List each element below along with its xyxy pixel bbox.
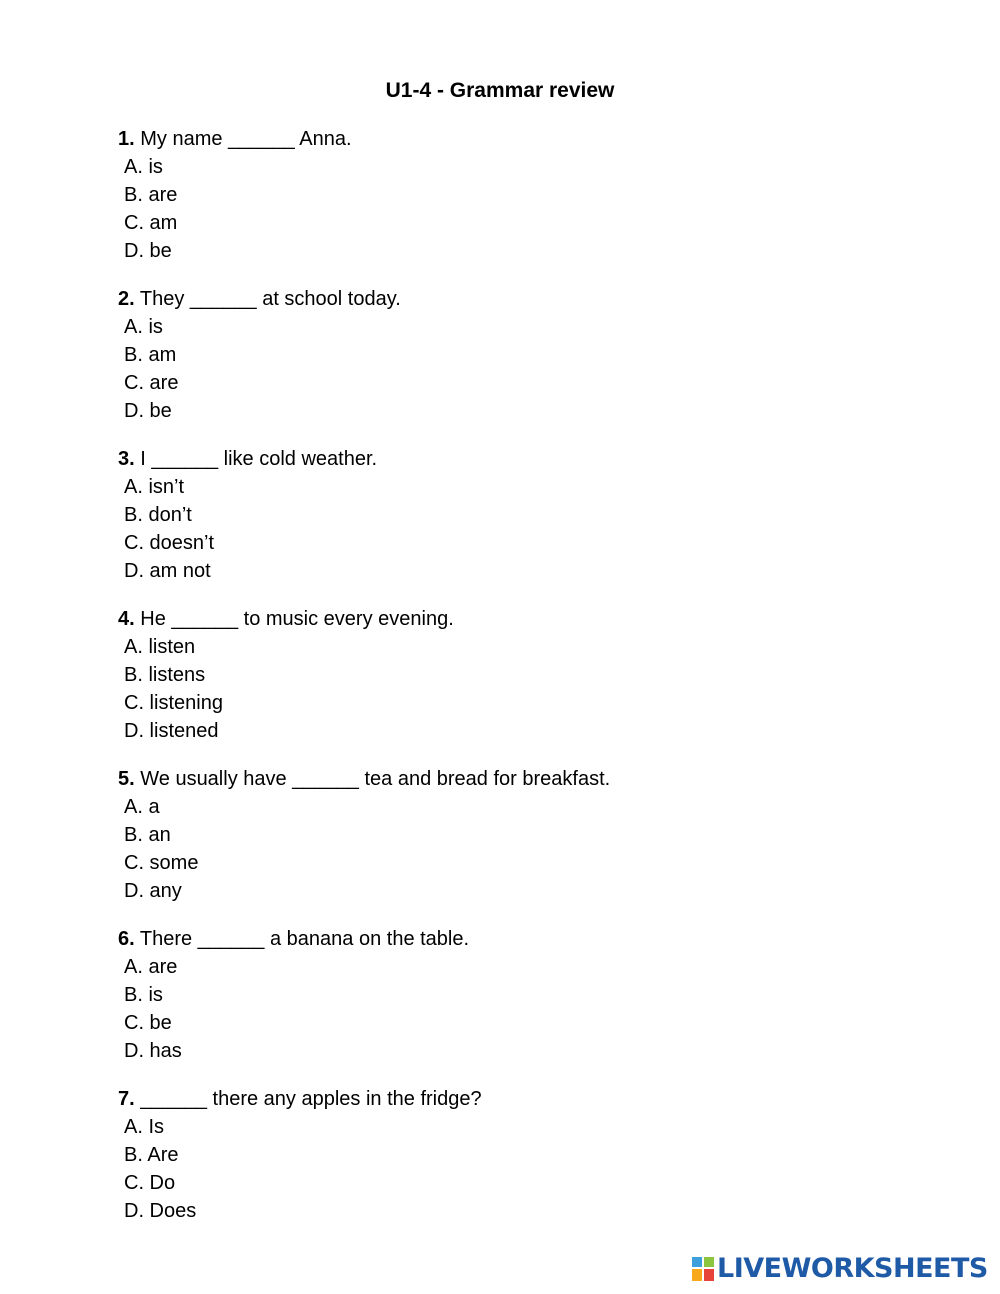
question-2-text: They ______ at school today. bbox=[134, 288, 401, 310]
question-1 bbox=[118, 125, 878, 285]
question-7-number: 7. bbox=[118, 1088, 135, 1110]
question-3-stem bbox=[118, 445, 878, 473]
question-2-option-c[interactable]: C. are bbox=[124, 372, 179, 394]
question-6-stem bbox=[118, 925, 878, 953]
question-6-option-b[interactable]: B. is bbox=[124, 984, 163, 1006]
question-4-text: He ______ to music every evening. bbox=[134, 608, 454, 630]
question-4 bbox=[118, 605, 878, 765]
question-3-option-d[interactable]: D. am not bbox=[124, 560, 211, 582]
logo-text: LIVEWORKSHEETS bbox=[717, 1253, 988, 1284]
question-1-stem bbox=[118, 125, 878, 153]
question-2 bbox=[118, 285, 878, 445]
question-3-option-b[interactable]: B. don’t bbox=[124, 504, 192, 526]
question-4-option-a[interactable]: A. listen bbox=[124, 636, 196, 658]
page-title: U1-4 - Grammar review bbox=[385, 79, 615, 102]
question-5 bbox=[118, 765, 878, 925]
question-6-option-a[interactable]: A. are bbox=[124, 956, 178, 978]
question-2-option-b[interactable]: B. am bbox=[124, 344, 177, 366]
question-3-number: 3. bbox=[118, 448, 135, 470]
question-5-option-a[interactable]: A. a bbox=[124, 796, 160, 818]
question-6-number: 6. bbox=[118, 928, 135, 950]
question-2-number: 2. bbox=[118, 288, 135, 310]
question-6-option-d[interactable]: D. has bbox=[124, 1040, 182, 1062]
question-1-text: My name ______ Anna. bbox=[134, 128, 352, 150]
question-2-option-d[interactable]: D. be bbox=[124, 400, 172, 422]
question-5-text: We usually have ______ tea and bread for breakfast. bbox=[134, 768, 611, 790]
question-7-stem bbox=[118, 1085, 878, 1113]
question-2-stem bbox=[118, 285, 878, 313]
question-2-option-a[interactable]: A. is bbox=[124, 316, 163, 338]
question-1-number: 1. bbox=[118, 128, 135, 150]
question-6 bbox=[118, 925, 878, 1085]
question-4-option-c[interactable]: C. listening bbox=[124, 692, 223, 714]
question-5-option-d[interactable]: D. any bbox=[124, 880, 182, 902]
question-5-option-c[interactable]: C. some bbox=[124, 852, 199, 874]
question-5-stem bbox=[118, 765, 878, 793]
question-3-text: I ______ like cold weather. bbox=[134, 448, 378, 470]
liveworksheets-logo bbox=[692, 1253, 988, 1285]
question-4-option-b[interactable]: B. listens bbox=[124, 664, 206, 686]
question-list bbox=[118, 125, 878, 1245]
question-7 bbox=[118, 1085, 878, 1245]
question-4-option-d[interactable]: D. listened bbox=[124, 720, 219, 742]
question-5-option-b[interactable]: B. an bbox=[124, 824, 171, 846]
question-4-stem bbox=[118, 605, 878, 633]
question-1-option-d[interactable]: D. be bbox=[124, 240, 172, 262]
question-7-option-d[interactable]: D. Does bbox=[124, 1200, 197, 1222]
liveworksheets-logo-icon bbox=[692, 1257, 714, 1281]
question-4-number: 4. bbox=[118, 608, 135, 630]
question-1-option-c[interactable]: C. am bbox=[124, 212, 178, 234]
question-1-option-b[interactable]: B. are bbox=[124, 184, 178, 206]
question-7-option-b[interactable]: B. Are bbox=[124, 1144, 179, 1166]
question-3-option-a[interactable]: A. isn’t bbox=[124, 476, 185, 498]
question-6-option-c[interactable]: C. be bbox=[124, 1012, 172, 1034]
question-7-text: ______ there any apples in the fridge? bbox=[134, 1088, 482, 1110]
question-3-option-c[interactable]: C. doesn’t bbox=[124, 532, 215, 554]
question-7-option-c[interactable]: C. Do bbox=[124, 1172, 176, 1194]
question-3 bbox=[118, 445, 878, 605]
question-6-text: There ______ a banana on the table. bbox=[134, 928, 470, 950]
question-7-option-a[interactable]: A. Is bbox=[124, 1116, 165, 1138]
question-1-option-a[interactable]: A. is bbox=[124, 156, 163, 178]
question-5-number: 5. bbox=[118, 768, 135, 790]
